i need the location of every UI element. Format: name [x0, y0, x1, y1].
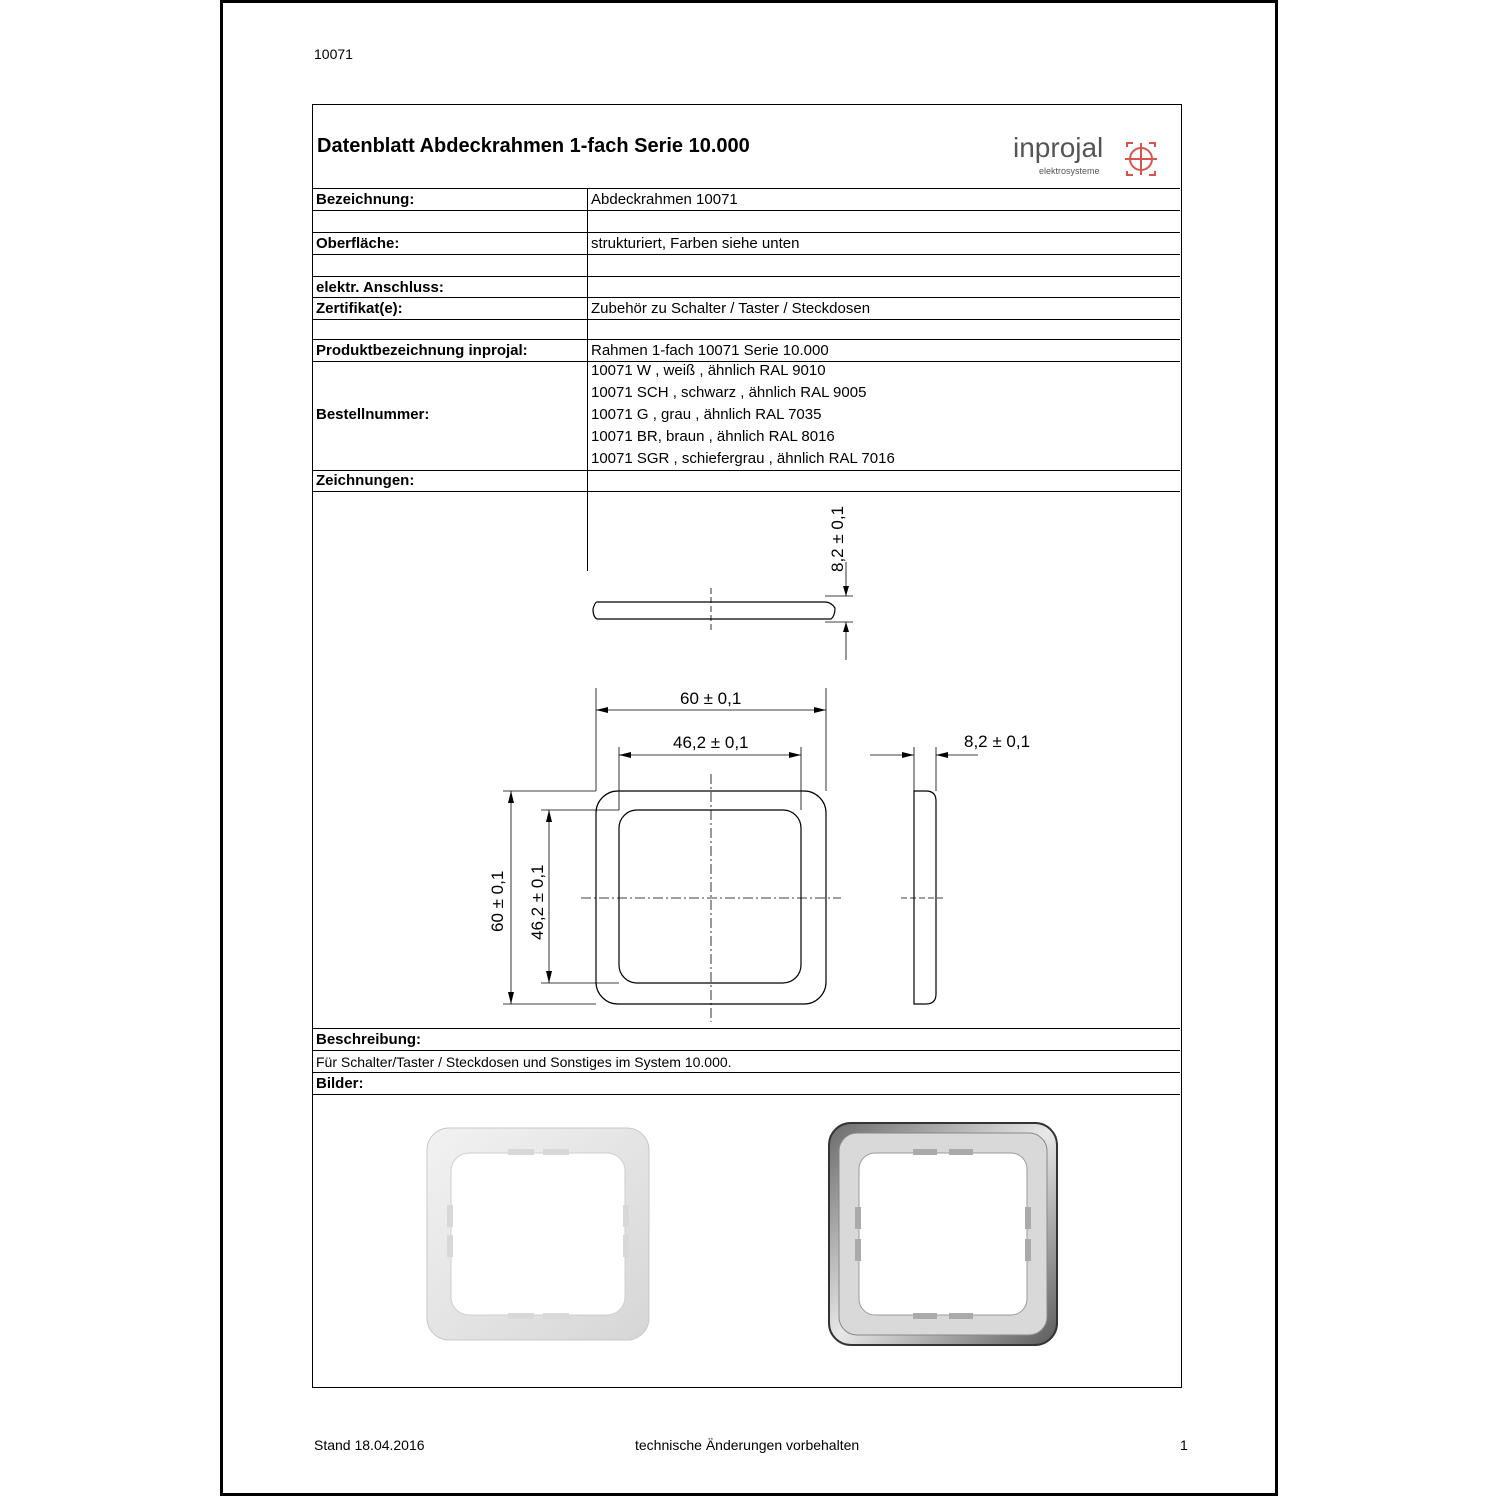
dim-outer-width: 60 ± 0,1	[680, 689, 742, 708]
inprojal-logo	[1013, 119, 1163, 179]
label-produkt: Produktbezeichnung inprojal:	[316, 342, 528, 359]
footer-page-number: 1	[1180, 1437, 1188, 1453]
value-bezeichnung: Abdeckrahmen 10071	[591, 191, 738, 208]
value-oberflaeche: strukturiert, Farben siehe unten	[591, 235, 800, 252]
label-zeichnungen: Zeichnungen:	[316, 472, 415, 489]
label-bezeichnung: Bezeichnung:	[316, 191, 415, 208]
row-bestellnummer	[313, 362, 1180, 471]
value-beschreibung: Für Schalter/Taster / Steckdosen und Sonstiges im System 10.000.	[316, 1054, 732, 1070]
dim-inner-height: 46,2 ± 0,1	[528, 864, 547, 940]
order-number-br: 10071 BR, braun , ähnlich RAL 8016	[591, 428, 835, 445]
row-zertifikat	[313, 298, 1180, 320]
technical-drawing-area	[313, 492, 1180, 1029]
dim-side-depth: 8,2 ± 0,1	[964, 732, 1031, 751]
product-images	[313, 1095, 1180, 1385]
order-number-g: 10071 G , grau , ähnlich RAL 7035	[591, 406, 822, 423]
profile-side-view	[914, 791, 936, 1004]
row-spacer	[313, 211, 1180, 233]
row-beschreibung-text	[313, 1051, 1180, 1073]
label-bestellnummer: Bestellnummer:	[316, 406, 430, 423]
logo-brand: inprojal	[1013, 132, 1104, 163]
crosshair-icon	[1125, 143, 1157, 175]
frame-inner-outline	[619, 810, 801, 983]
order-number-sch: 10071 SCH , schwarz , ähnlich RAL 9005	[591, 384, 867, 401]
logo-sub: elektrosysteme	[1039, 166, 1100, 176]
row-bilder	[313, 1073, 1180, 1095]
page-title: Datenblatt Abdeckrahmen 1-fach Serie 10.000	[317, 135, 750, 157]
row-oberflaeche	[313, 233, 1180, 255]
document-number: 10071	[314, 46, 353, 62]
order-number-w: 10071 W , weiß , ähnlich RAL 9010	[591, 362, 826, 379]
profile-top-view	[593, 602, 835, 619]
value-produkt: Rahmen 1-fach 10071 Serie 10.000	[591, 342, 829, 359]
order-number-sgr: 10071 SGR , schiefergrau , ähnlich RAL 7016	[591, 450, 895, 467]
footer-date: Stand 18.04.2016	[314, 1437, 425, 1453]
dim-outer-height: 60 ± 0,1	[488, 870, 507, 932]
row-beschreibung	[313, 1029, 1180, 1051]
label-oberflaeche: Oberfläche:	[316, 235, 400, 252]
dim-height-top: 8,2 ± 0,1	[828, 505, 847, 572]
label-bilder: Bilder:	[316, 1075, 364, 1092]
technical-drawing	[313, 492, 1180, 1029]
frame-photo-white	[427, 1128, 649, 1340]
dim-inner-width: 46,2 ± 0,1	[673, 733, 749, 752]
title-row	[313, 105, 1180, 189]
label-zertifikat: Zertifikat(e):	[316, 300, 403, 317]
row-produkt	[313, 340, 1180, 362]
row-spacer	[313, 320, 1180, 340]
row-anschluss	[313, 277, 1180, 298]
row-bezeichnung	[313, 189, 1180, 211]
value-zertifikat: Zubehör zu Schalter / Taster / Steckdosen	[591, 300, 871, 317]
label-anschluss: elektr. Anschluss:	[316, 279, 444, 296]
datasheet-table	[312, 104, 1182, 1388]
frame-photo-chrome	[829, 1123, 1057, 1345]
row-spacer	[313, 255, 1180, 277]
footer-note: technische Änderungen vorbehalten	[635, 1437, 860, 1453]
row-zeichnungen	[313, 471, 1180, 492]
label-beschreibung: Beschreibung:	[316, 1031, 422, 1048]
